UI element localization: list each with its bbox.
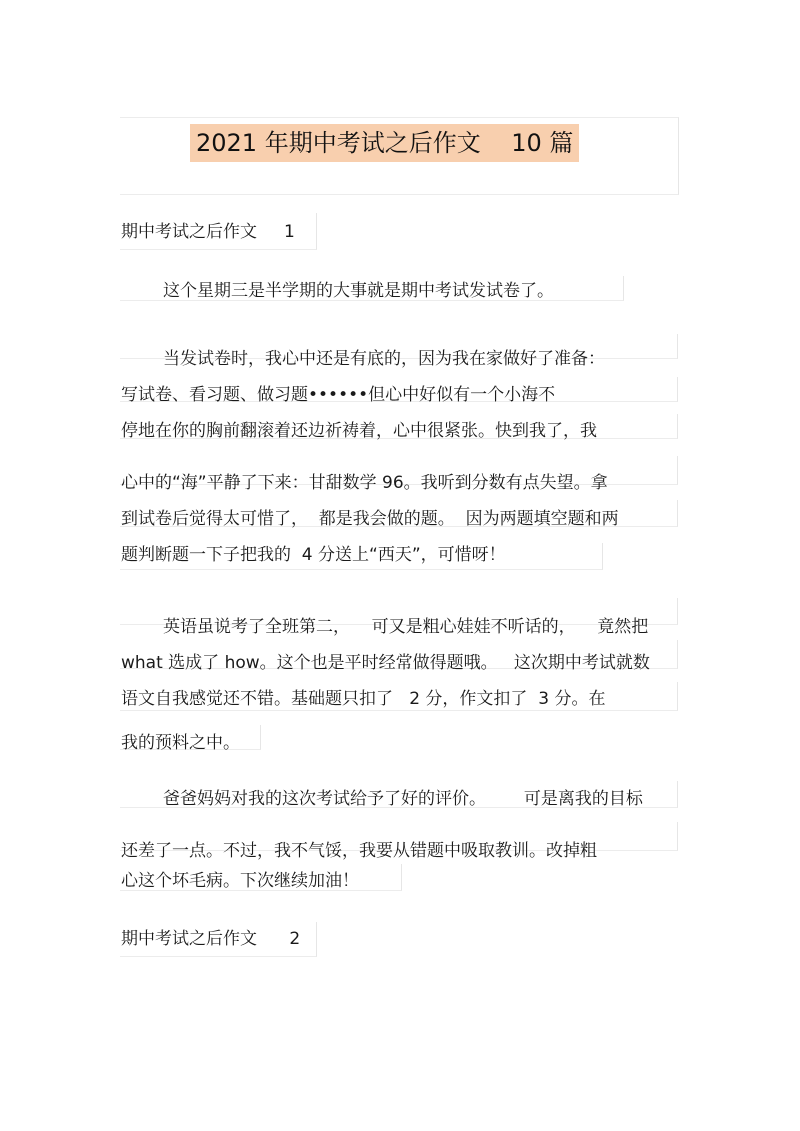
section-heading: 期中考试之后作文 2 [121,929,301,949]
paragraph-line: 停地在你的胸前翻滚着还边祈祷着，心中很紧张。快到我了，我 [121,421,597,441]
paragraph-line: what 选成了 how。这个也是平时经常做得题哦。 这次期中考试就数 [121,653,650,673]
paragraph-line: 心中的“海”平静了下来：甘甜数学 96。我听到分数有点失望。拿 [121,473,608,493]
paragraph-line: 题判断题一下子把我的 4 分送上“西天”，可惜呀！ [121,545,506,565]
section-heading: 期中考试之后作文 1 [121,222,295,242]
paragraph-line: 我的预料之中。 [121,733,240,753]
paragraph-line: 到试卷后觉得太可惜了， 都是我会做的题。 因为两题填空题和两 [121,509,619,529]
paragraph-line: 写试卷、看习题、做习题••••••但心中好似有一个小海不 [121,385,556,405]
paragraph-line: 当发试卷时，我心中还是有底的，因为我在家做好了准备： [163,349,605,369]
paragraph-line: 语文自我感觉还不错。基础题只扣了 2 分，作文扣了 3 分。在 [121,689,606,709]
paragraph-line: 爸爸妈妈对我的这次考试给予了好的评价。 可是离我的目标 [163,789,643,809]
paragraph-line: 还差了一点。不过，我不气馁，我要从错题中吸取教训。改掉粗 [121,841,597,861]
paragraph-line: 心这个坏毛病。下次继续加油！ [121,871,359,891]
paragraph-line: 这个星期三是半学期的大事就是期中考试发试卷了。 [163,281,554,301]
paragraph-line: 英语虽说考了全班第二， 可又是粗心娃娃不听话的， 竟然把 [163,617,649,637]
document-title: 2021 年期中考试之后作文 10 篇 [190,124,579,162]
